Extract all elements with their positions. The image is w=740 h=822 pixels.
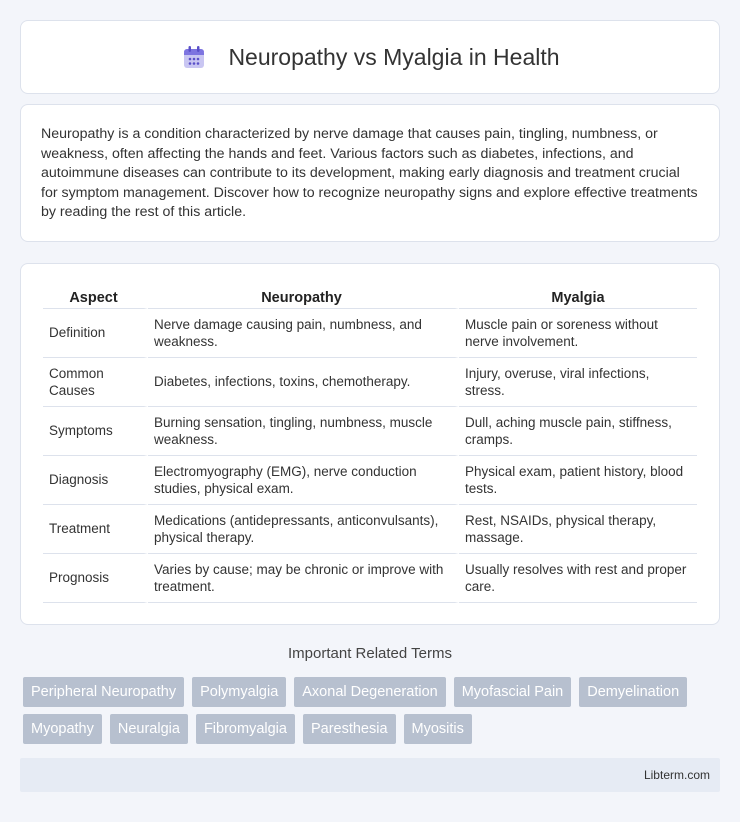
intro-paragraph: Neuropathy is a condition characterized by nerve damage that causes pain, tingling, numbness, or weakness, often affecting the hands and feet. Various factors such as diabetes, infections, and autoimmune diseases can contribute to its development, making early diagnosis and treatment crucial for symptom management. Discover how to recognize neuropathy signs and explore effective treatments by reading the rest of this article.: [41, 126, 698, 221]
related-term-tag[interactable]: Myofascial Pain: [454, 677, 572, 707]
neuropathy-cell: Varies by cause; may be chronic or improve with treatment.: [148, 554, 459, 603]
aspect-cell: Common Causes: [43, 358, 148, 407]
aspect-cell: Definition: [43, 309, 148, 358]
comparison-table: [43, 284, 697, 603]
page-title: Neuropathy vs Myalgia in Health: [228, 43, 560, 70]
neuropathy-cell: Nerve damage causing pain, numbness, and weakness.: [148, 309, 459, 358]
related-term-tag[interactable]: Demyelination: [579, 677, 687, 707]
table-row: [43, 554, 697, 603]
comparison-table-card: [20, 263, 720, 625]
related-term-tag[interactable]: Peripheral Neuropathy: [23, 677, 184, 707]
related-term-tag[interactable]: Fibromyalgia: [196, 714, 295, 744]
table-row: [43, 358, 697, 407]
intro-card: [20, 104, 720, 242]
myalgia-cell: Rest, NSAIDs, physical therapy, massage.: [459, 505, 697, 554]
table-row: [43, 309, 697, 358]
column-header-aspect: Aspect: [43, 284, 148, 309]
myalgia-cell: Muscle pain or soreness without nerve involvement.: [459, 309, 697, 358]
myalgia-cell: Injury, overuse, viral infections, stress.: [459, 358, 697, 407]
related-term-tag[interactable]: Myopathy: [23, 714, 102, 744]
neuropathy-cell: Electromyography (EMG), nerve conduction studies, physical exam.: [148, 456, 459, 505]
footer: [20, 758, 720, 792]
table-row: [43, 505, 697, 554]
myalgia-cell: Usually resolves with rest and proper care.: [459, 554, 697, 603]
neuropathy-cell: Medications (antidepressants, anticonvulsants), physical therapy.: [148, 505, 459, 554]
related-terms-heading: Important Related Terms: [288, 645, 452, 662]
related-terms-list: [23, 677, 723, 751]
column-header-myalgia: Myalgia: [459, 284, 697, 309]
calendar-icon: [180, 43, 208, 71]
table-header-row: [43, 284, 697, 309]
header-card: [20, 20, 720, 94]
table-row: [43, 456, 697, 505]
aspect-cell: Prognosis: [43, 554, 148, 603]
related-term-tag[interactable]: Paresthesia: [303, 714, 396, 744]
myalgia-cell: Dull, aching muscle pain, stiffness, cramps.: [459, 407, 697, 456]
related-term-tag[interactable]: Neuralgia: [110, 714, 188, 744]
related-term-tag[interactable]: Polymyalgia: [192, 677, 286, 707]
neuropathy-cell: Diabetes, infections, toxins, chemotherapy.: [148, 358, 459, 407]
aspect-cell: Treatment: [43, 505, 148, 554]
related-term-tag[interactable]: Axonal Degeneration: [294, 677, 445, 707]
table-row: [43, 407, 697, 456]
neuropathy-cell: Burning sensation, tingling, numbness, muscle weakness.: [148, 407, 459, 456]
aspect-cell: Symptoms: [43, 407, 148, 456]
myalgia-cell: Physical exam, patient history, blood tests.: [459, 456, 697, 505]
column-header-neuropathy: Neuropathy: [148, 284, 459, 309]
footer-brand-link[interactable]: Libterm.com: [643, 768, 710, 782]
related-term-tag[interactable]: Myositis: [404, 714, 472, 744]
aspect-cell: Diagnosis: [43, 456, 148, 505]
